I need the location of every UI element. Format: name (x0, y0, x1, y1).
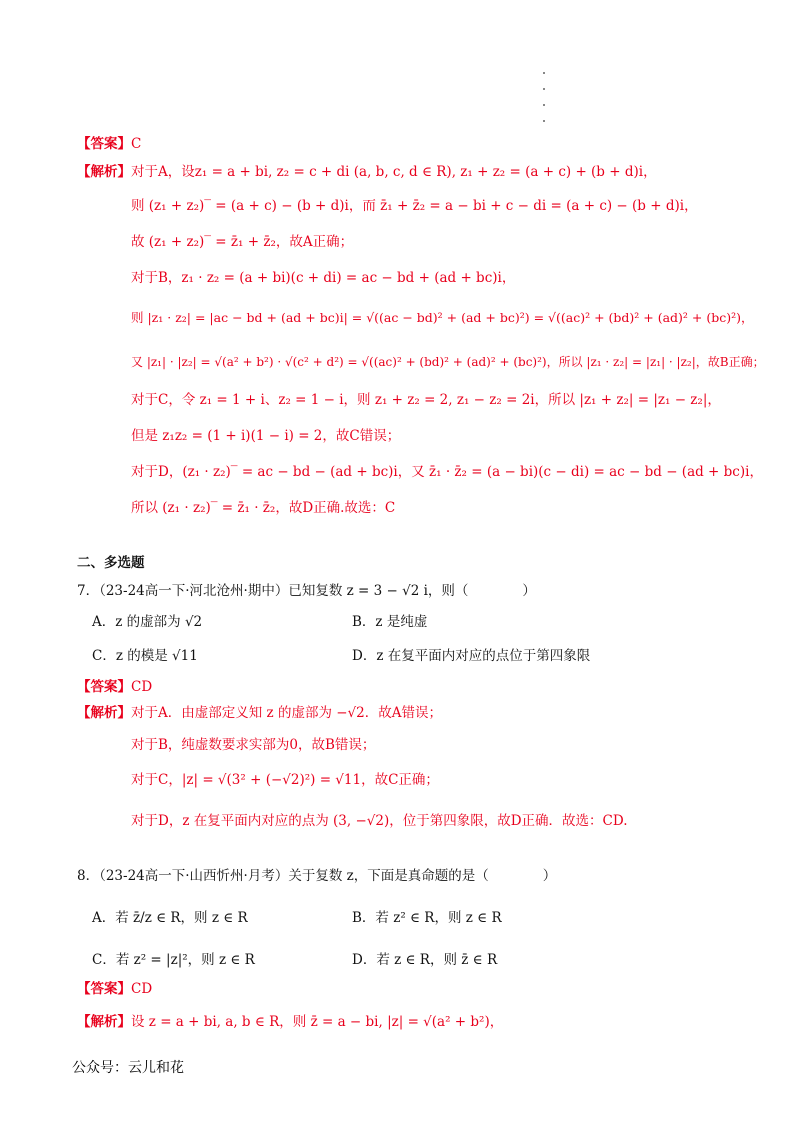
analysis-label: 【解析】 (77, 164, 131, 180)
q7-analysis-line-2: 对于B，纯虚数要求实部为0，故B错误； (131, 737, 376, 753)
q6-analysis-line-4: 对于B，z₁ · z₂ = (a + bi)(c + di) = ac − bd + (ad + bc)i， (131, 270, 516, 286)
answer-value: CD (131, 679, 153, 695)
q6-answer (77, 134, 141, 154)
q7-answer (77, 677, 152, 697)
answer-value: C (131, 136, 142, 152)
answer-label: 【答案】 (77, 679, 131, 695)
answer-value: CD (131, 981, 153, 997)
q6-analysis-line-1: 【解析】对于A，设z₁ = a + bi, z₂ = c + di (a, b, c, d ∈ R), z₁ + z₂ = (a + c) + (b + d)i， (77, 164, 657, 180)
q8-option-d: D．若 z ∈ R，则 z̄ ∈ R (352, 952, 498, 968)
q6-analysis-line-10: 所以 (z₁ · z₂)‾ = z̄₁ · z̄₂，故D正确.故选：C (131, 500, 396, 516)
q6-analysis-line-3: 故 (z₁ + z₂)‾ = z̄₁ + z̄₂，故A正确； (131, 234, 354, 250)
q8-option-c: C．若 z² = |z|²，则 z ∈ R (92, 952, 255, 968)
answer-label: 【答案】 (77, 981, 131, 997)
q8-stem: 8．（23-24高一下·山西忻州·月考）关于复数 z，下面是真命题的是（ ） (77, 868, 557, 884)
q7-analysis-line-4: 对于D，z 在复平面内对应的点为 (3, −√2)，位于第四象限，故D正确．故选：CD. (131, 813, 628, 829)
q6-analysis-line-2: 则 (z₁ + z₂)‾ = (a + c) − (b + d)i，而 z̄₁ + z̄₂ = a − bi + c − di = (a + c) − (b + d)i， (131, 198, 698, 214)
q7-analysis-line-1: 【解析】对于A．由虚部定义知 z 的虚部为 −√2．故A错误； (77, 705, 442, 721)
q7-option-a: A．z 的虚部为 √2 (92, 614, 203, 630)
q8-analysis-line-1: 【解析】设 z = a + bi, a, b ∈ R，则 z̄ = a − bi, |z| = √(a² + b²)， (77, 1014, 504, 1030)
footer-text: 公众号：云儿和花 (72, 1060, 184, 1076)
q6-analysis-line-5: 则 |z₁ · z₂| = |ac − bd + (ad + bc)i| = √((ac − bd)² + (ad + bc)²) = √((ac)² + (bd)² + (ad)² + (bc)²)， (131, 310, 754, 325)
q8-option-b: B．若 z² ∈ R，则 z ∈ R (352, 910, 502, 926)
q6-analysis-line-7: 对于C，令 z₁ = 1 + i、z₂ = 1 − i，则 z₁ + z₂ = 2, z₁ − z₂ = 2i，所以 |z₁ + z₂| = |z₁ − z₂|， (131, 392, 721, 408)
q7-option-c: C．z 的模是 √11 (92, 648, 198, 664)
q8-option-a: A．若 z̄/z ∈ R，则 z ∈ R (92, 910, 248, 926)
analysis-label: 【解析】 (77, 705, 131, 721)
q8-answer (77, 979, 152, 999)
section-title: 二、多选题 (77, 555, 145, 571)
answer-label: 【答案】 (77, 136, 131, 152)
analysis-label: 【解析】 (77, 1014, 131, 1030)
q7-stem: 7．（23-24高一下·河北沧州·期中）已知复数 z = 3 − √2 i，则（ ） (77, 583, 536, 599)
q6-analysis-line-8: 但是 z₁z₂ = (1 + i)(1 − i) = 2，故C错误； (131, 428, 401, 444)
q7-analysis-line-3: 对于C，|z| = √(3² + (−√2)²) = √11，故C正确； (131, 772, 439, 788)
decorative-dots (543, 72, 545, 136)
q7-option-b: B．z 是纯虚 (352, 614, 428, 630)
q7-option-d: D．z 在复平面内对应的点位于第四象限 (352, 648, 591, 664)
q6-analysis-line-9: 对于D，(z₁ · z₂)‾ = ac − bd − (ad + bc)i，又 z̄₁ · z̄₂ = (a − bi)(c − di) = ac − bd − (ad + bc)i， (131, 464, 763, 480)
q6-analysis-line-6: 又 |z₁| · |z₂| = √(a² + b²) · √(c² + d²) = √((ac)² + (bd)² + (ad)² + (bc)²)，所以 |z₁ · z₂| = |z₁| · |z₂|，故B正确； (131, 355, 765, 369)
